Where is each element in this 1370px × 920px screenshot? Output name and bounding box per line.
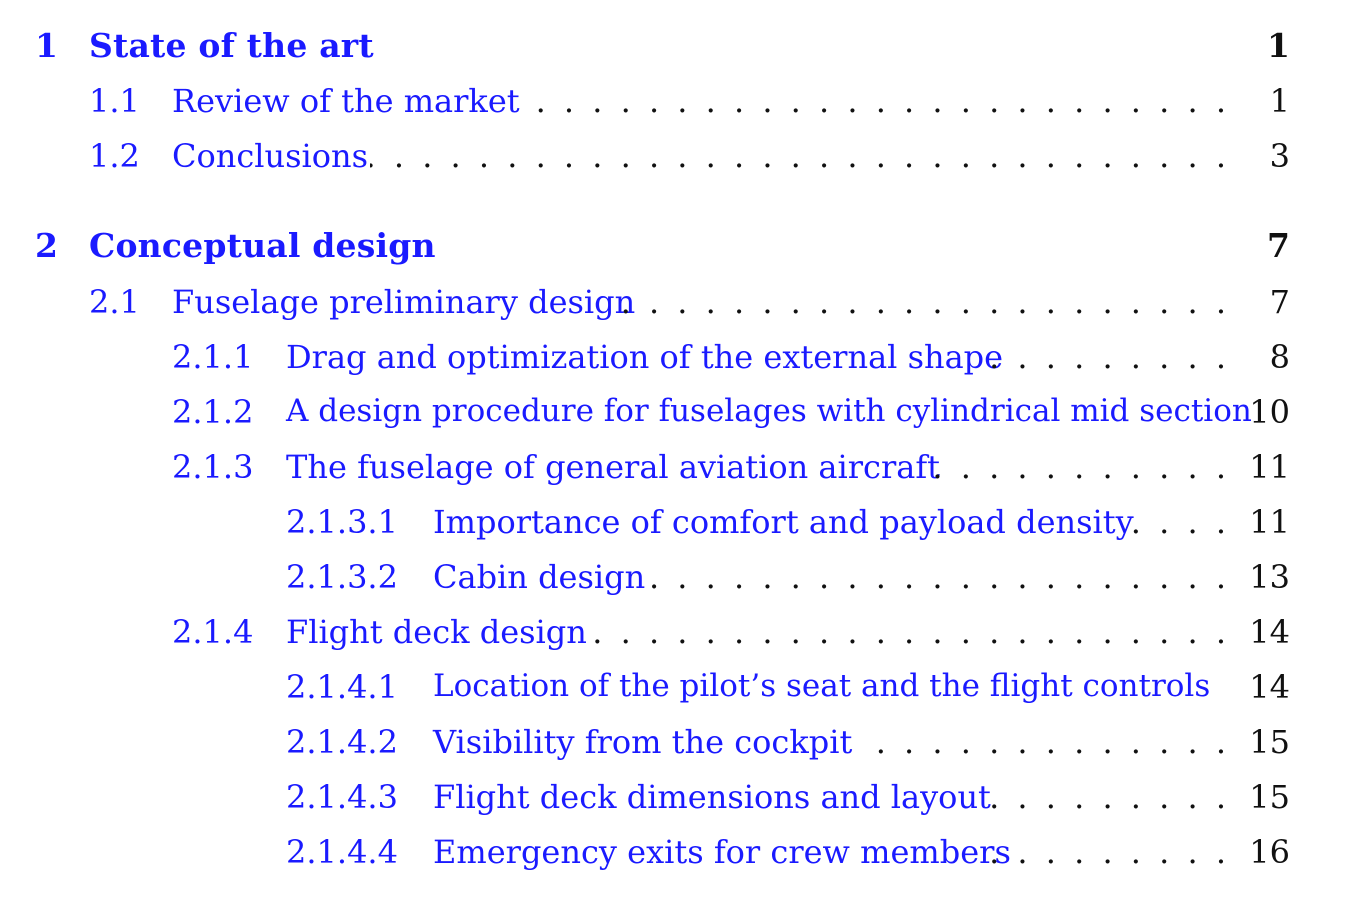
toc-section-1-1[interactable] [0, 76, 1370, 126]
toc-subsection-2-1-2[interactable] [0, 387, 1370, 437]
toc-title[interactable]: Importance of comfort and payload density [433, 503, 1134, 541]
toc-chapter-2[interactable] [0, 222, 1370, 272]
dot-leader [990, 827, 1230, 877]
toc-subsubsection-2-1-4-3[interactable] [0, 772, 1370, 822]
toc-number[interactable]: 2.1 [89, 283, 140, 321]
toc-section-2-1[interactable] [0, 277, 1370, 327]
toc-number[interactable]: 1 [35, 26, 58, 65]
toc-number[interactable]: 2.1.1 [172, 338, 254, 376]
toc-number[interactable]: 2.1.4 [172, 613, 254, 651]
toc-title[interactable]: Drag and optimization of the external shape [286, 338, 1004, 376]
dot-leader [1120, 497, 1230, 547]
toc-subsubsection-2-1-4-2[interactable] [0, 717, 1370, 767]
dot-leader [855, 717, 1230, 767]
toc-title[interactable]: Flight deck dimensions and layout [433, 778, 991, 816]
dot-leader [990, 332, 1230, 382]
toc-page-number[interactable]: 15 [1249, 778, 1290, 816]
toc-page-number[interactable]: 3 [1269, 137, 1290, 175]
toc-subsubsection-2-1-3-1[interactable] [0, 497, 1370, 547]
dot-leader [520, 76, 1230, 126]
toc-title[interactable]: Review of the market [172, 82, 520, 120]
toc-title[interactable]: Emergency exits for crew members [433, 833, 1011, 871]
toc-page-number[interactable]: 16 [1249, 833, 1290, 871]
toc-title[interactable]: A design procedure for fuselages with cylindrical mid section [286, 393, 1252, 429]
toc-title[interactable]: Conceptual design [89, 226, 436, 265]
toc-subsection-2-1-1[interactable] [0, 332, 1370, 382]
toc-number[interactable]: 2.1.2 [172, 393, 254, 431]
toc-title[interactable]: Location of the pilot’s seat and the flight controls [433, 668, 1211, 704]
toc-subsubsection-2-1-4-4[interactable] [0, 827, 1370, 877]
toc-subsection-2-1-4[interactable] [0, 607, 1370, 657]
toc-subsection-2-1-3[interactable] [0, 442, 1370, 492]
toc-number[interactable]: 2.1.3.2 [286, 558, 398, 596]
toc-title[interactable]: Cabin design [433, 558, 646, 596]
toc-page-number[interactable]: 7 [1267, 226, 1290, 265]
toc-page-number[interactable]: 1 [1267, 26, 1290, 65]
toc-page-number[interactable]: 14 [1249, 668, 1290, 706]
toc-page-number[interactable]: 13 [1249, 558, 1290, 596]
toc-title[interactable]: Fuselage preliminary design [172, 283, 636, 321]
dot-leader [975, 772, 1230, 822]
toc-subsubsection-2-1-4-1[interactable] [0, 662, 1370, 712]
dot-leader [575, 607, 1230, 657]
toc-number[interactable]: 2.1.3 [172, 448, 254, 486]
toc-number[interactable]: 2.1.4.2 [286, 723, 398, 761]
toc-page-number[interactable]: 11 [1249, 503, 1290, 541]
toc-number[interactable]: 2.1.3.1 [286, 503, 398, 541]
toc-page-number[interactable]: 15 [1249, 723, 1290, 761]
toc-page-number[interactable]: 10 [1249, 393, 1290, 431]
dot-leader [370, 131, 1230, 181]
toc-number[interactable]: 2.1.4.4 [286, 833, 398, 871]
toc-page-number[interactable]: 11 [1249, 448, 1290, 486]
toc-number[interactable]: 1.2 [89, 137, 140, 175]
dot-leader [615, 277, 1230, 327]
toc-number[interactable]: 2 [35, 226, 58, 265]
toc-title[interactable]: Conclusions [172, 137, 369, 175]
toc-title[interactable]: The fuselage of general aviation aircraft [286, 448, 941, 486]
toc-page-number[interactable]: 8 [1269, 338, 1290, 376]
toc-title[interactable]: Flight deck design [286, 613, 587, 651]
toc-number[interactable]: 2.1.4.3 [286, 778, 398, 816]
dot-leader [645, 552, 1230, 602]
toc-page-number[interactable]: 14 [1249, 613, 1290, 651]
toc-title[interactable]: Visibility from the cockpit [433, 723, 853, 761]
toc-page-number[interactable]: 7 [1269, 283, 1290, 321]
toc-subsubsection-2-1-3-2[interactable] [0, 552, 1370, 602]
toc-chapter-1[interactable] [0, 22, 1370, 72]
dot-leader [915, 442, 1230, 492]
toc-number[interactable]: 1.1 [89, 82, 140, 120]
toc-title[interactable]: State of the art [89, 26, 374, 65]
toc-page-number[interactable]: 1 [1269, 82, 1290, 120]
toc-section-1-2[interactable] [0, 131, 1370, 181]
toc-number[interactable]: 2.1.4.1 [286, 668, 398, 706]
